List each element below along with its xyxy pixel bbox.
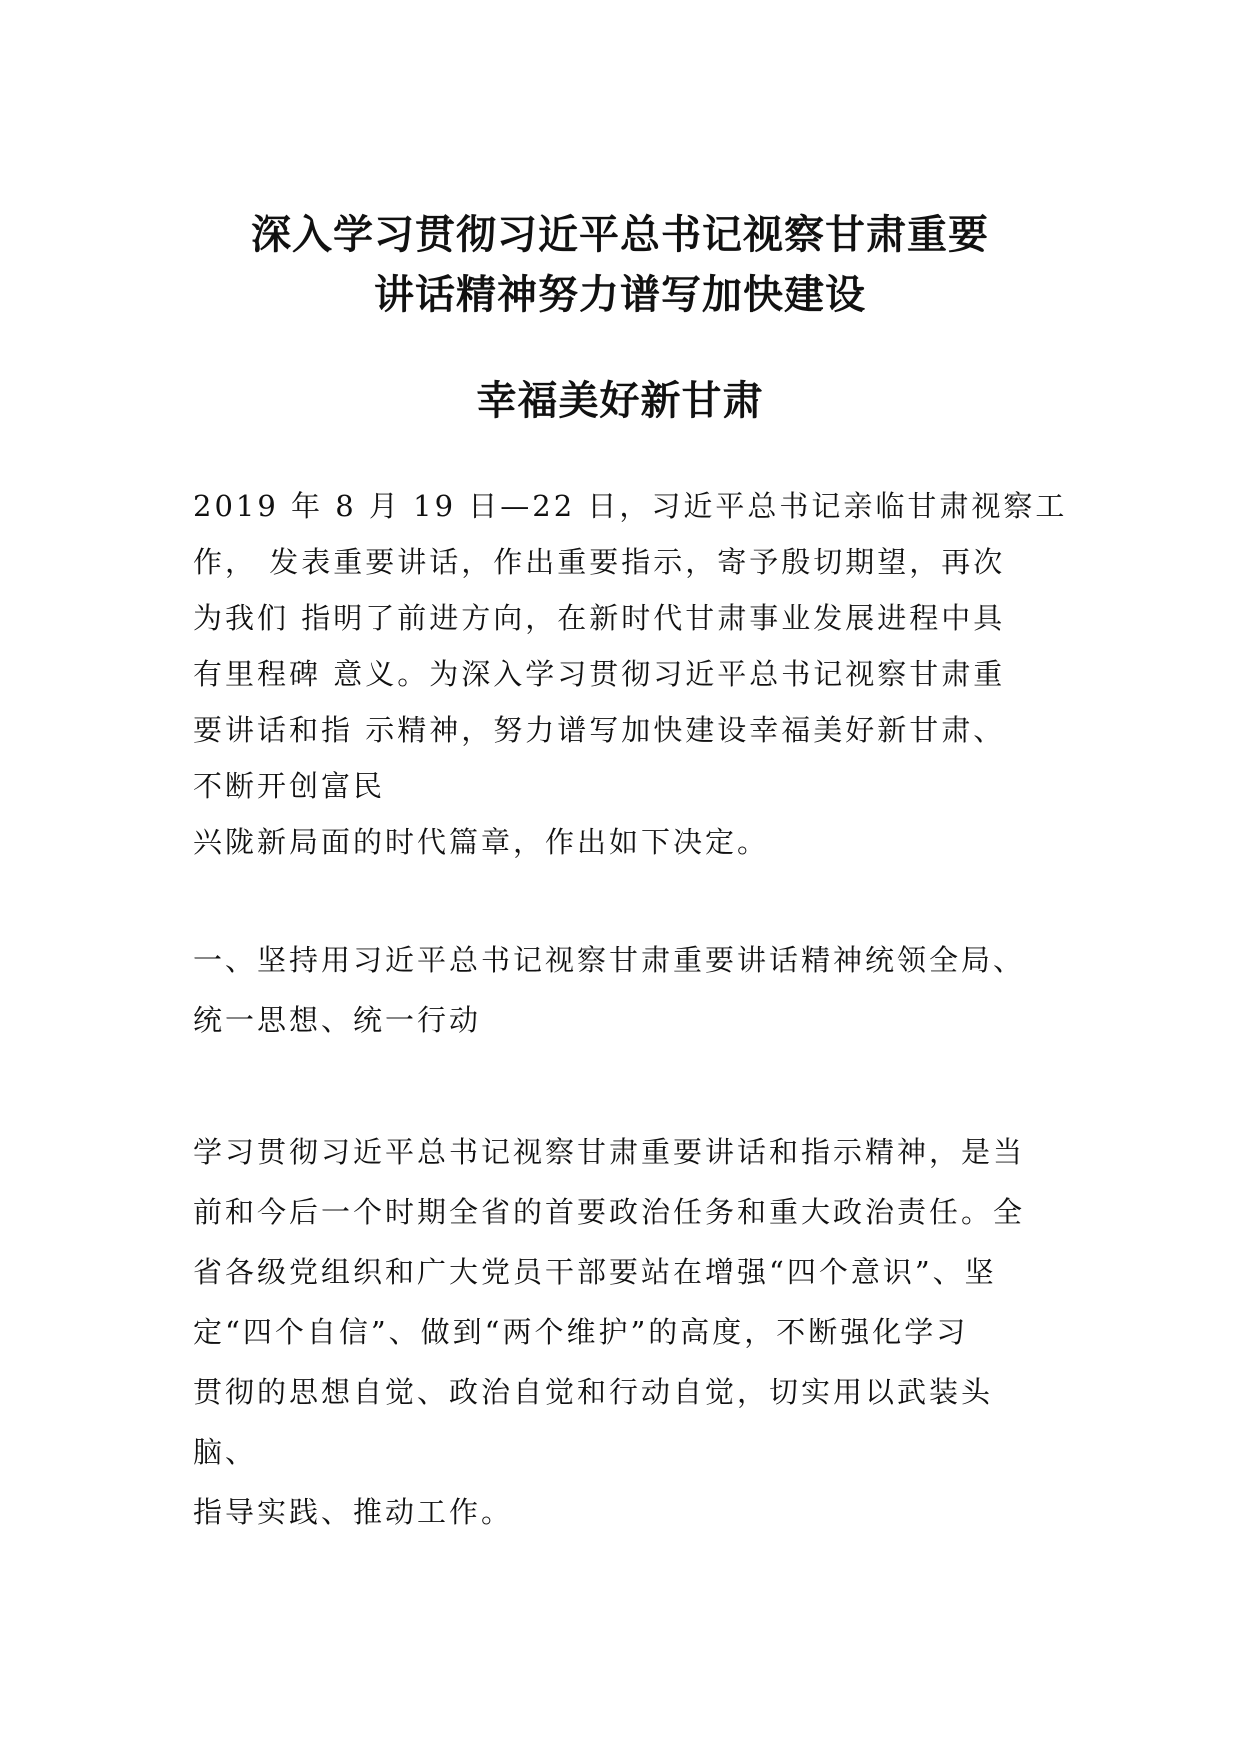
paragraph-line: 为我们 指明了前进方向，在新时代甘肃事业发展进程中具 [193,601,1006,635]
paragraph-line: 2019 年 8 月 19 日—22 日，习近平总书记亲临甘肃视察工 [193,489,1068,523]
document-title-line-2: 讲话精神努力谱写加快建设 [374,272,866,318]
document-title-line-3: 幸福美好新甘肃 [476,378,764,424]
paragraph-line: 定“四个自信”、做到“两个维护”的高度，不断强化学习 [193,1315,969,1349]
heading-line: 一、坚持用习近平总书记视察甘肃重要讲话精神统领全局、 [193,943,1026,977]
body-paragraph [193,1122,1053,1542]
paragraph-line: 兴陇新局面的时代篇章，作出如下决定。 [193,825,770,859]
paragraph-line: 贯彻的思想自觉、政治自觉和行动自觉，切实用以武装头 [193,1375,994,1409]
paragraph-line: 指导实践、推动工作。 [193,1495,514,1529]
section-heading-1 [193,930,1053,1050]
document-title-line-1: 深入学习贯彻习近平总书记视察甘肃重要 [251,212,989,258]
paragraph-line: 作， 发表重要讲话，作出重要指示，寄予殷切期望，再次 [193,545,1006,579]
paragraph-line: 有里程碑 意义。为深入学习贯彻习近平总书记视察甘肃重 [193,657,1006,691]
intro-paragraph [193,478,1068,870]
paragraph-line: 前和今后一个时期全省的首要政治任务和重大政治责任。全 [193,1195,1026,1229]
paragraph-line: 要讲话和指 示精神，努力谱写加快建设幸福美好新甘肃、 [193,713,1006,747]
paragraph-line: 省各级党组织和广大党员干部要站在增强“四个意识”、坚 [193,1255,997,1289]
paragraph-line: 脑、 [193,1435,258,1469]
paragraph-line: 学习贯彻习近平总书记视察甘肃重要讲话和指示精神，是当 [193,1135,1026,1169]
paragraph-line: 不断开创富民 [193,769,386,803]
heading-line: 统一思想、统一行动 [193,1003,482,1037]
